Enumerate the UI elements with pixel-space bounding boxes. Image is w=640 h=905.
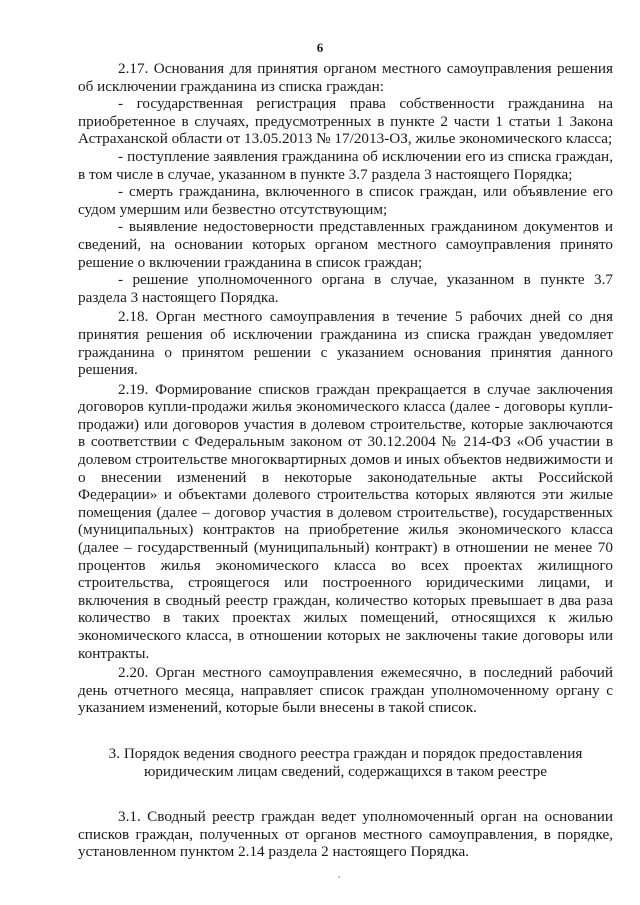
paragraph-2-19: 2.19. Формирование списков граждан прекращается в случае заключения договоров купли-продажи жилья экономического класса (далее - договоры купли-продажи) или договоров участия в долевом строительстве, которые заключаются в соответствии с Федеральным законом от 30.12.2004 № 214-ФЗ «Об участии в долевом строительстве многоквартирных домов и иных объектов недвижимости и о внесении изменений в некоторые законодательные акты Российской Федерации» и объектами долевого строительства которых являются эти жилые помещения (далее – договор участия в долевом строительстве), государственных (муниципальных) контрактов на приобретение жилья экономического класса (далее – государственный (муниципальный) контракт) в отношении не менее 70 процентов жилья экономического класса во всех проектах жилищного строительства, строящегося или построенного юридическими лицами, и включения в сводный реестр граждан, количество которых превышает в два раза количество в таких проектах жилых помещений, относящихся к жилью экономического класса, в отношении которых не заключены такие договоры или контракты. [78,380,613,662]
section-heading-line-2: юридическим лицам сведений, содержащихся в таком реестре [143,762,548,780]
paragraph-2-17: 2.17. Основания для принятия органом местного самоуправления решения об исключении гражданина из списка граждан: [78,60,613,95]
list-item-registration: - государственная регистрация права собственности гражданина на приобретенное в случаях, предусмотренных в пункте 2 части 1 статьи 1 Закона Астраханской области от 13.05.2013 № 17/2013-ОЗ, жилье экономического класса; [78,95,613,148]
paragraph-2-18: 2.18. Орган местного самоуправления в течение 5 рабочих дней со дня принятия решения об исключении гражданина из списка граждан уведомляет гражданина о принятом решении с указанием основания принятия данного решения. [78,308,613,379]
list-item-death: - смерть гражданина, включенного в список граждан, или объявление его судом умершим или безвестно отсутствующим; [78,183,613,218]
document-body [78,60,613,861]
paragraph-3-1: 3.1. Сводный реестр граждан ведет уполномоченный орган на основании списков граждан, полученных от органов местного самоуправления, в порядке, установленном пунктом 2.14 раздела 2 настоящего Порядка. [78,808,613,861]
section-3-heading [78,745,613,780]
list-item-authority-decision: - решение уполномоченного органа в случае, указанном в пункте 3.7 раздела 3 настоящего Порядка. [78,271,613,306]
list-item-inaccuracy: - выявление недостоверности представленных гражданином документов и сведений, на основании которых органом местного самоуправления принято решение о включении гражданина в список граждан; [78,218,613,271]
section-heading-line-1: 3. Порядок ведения сводного реестра граждан и порядок предоставления [108,744,583,762]
paragraph-2-20: 2.20. Орган местного самоуправления ежемесячно, в последний рабочий день отчетного месяца, направляет список граждан уполномоченному органу с указанием изменений, которые были внесены в такой список. [78,664,613,717]
page-number: 6 [316,40,324,55]
scan-speck [338,876,340,878]
list-item-application: - поступление заявления гражданина об исключении его из списка граждан, в том числе в случае, указанном в пункте 3.7 раздела 3 настоящего Порядка; [78,147,613,183]
